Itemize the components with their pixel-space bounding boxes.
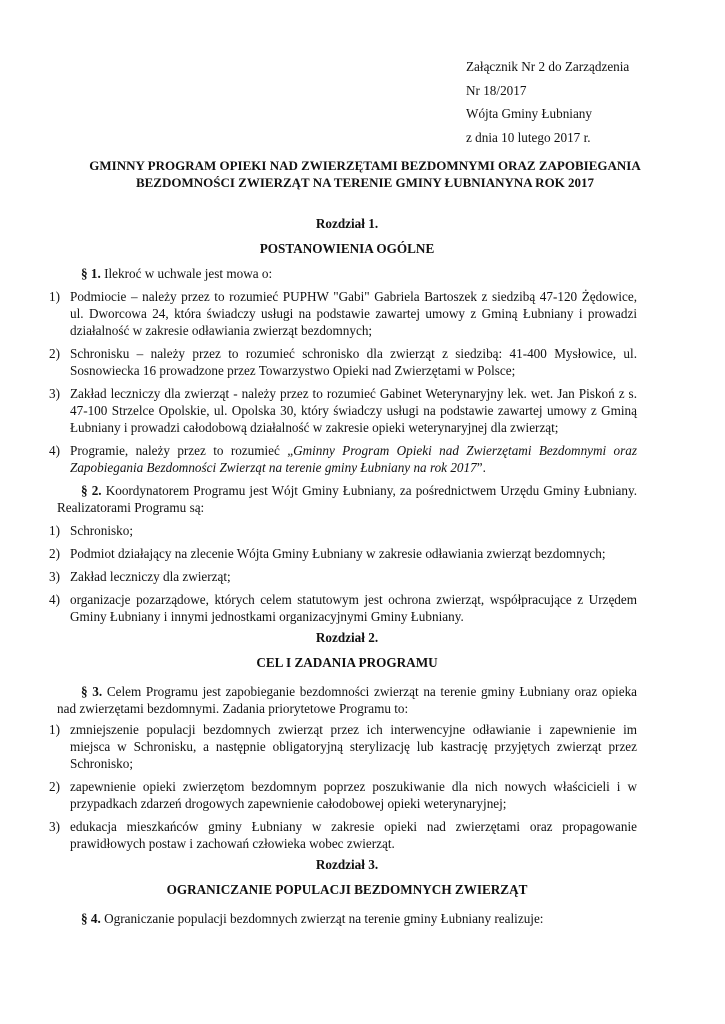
item-number: 3) — [49, 386, 60, 401]
chapter-1-heading: POSTANOWIENIA OGÓLNE — [259, 241, 435, 256]
definitions-list — [49, 288, 637, 476]
program-name-italic: Gminny Program Opieki nad Zwierzętami Bezdomnymi oraz Zapobiegania Bezdomności Zwierząt na terenie gminy Łubniany na rok 2017 — [70, 443, 637, 475]
annex-line-4: z dnia 10 lutego 2017 r. — [466, 129, 591, 145]
item-number: 2) — [49, 779, 60, 794]
item-text: Podmiot działający na zlecenie Wójta Gminy Łubniany w zakresie odławiania zwierząt bezdomnych; — [70, 546, 606, 561]
item-number: 3) — [49, 819, 60, 834]
section-4 — [57, 910, 637, 927]
annex-note — [466, 55, 706, 149]
item-text: Schronisku – należy przez to rozumieć schronisko dla zwierząt z siedzibą: 41-400 Mysłowice, ul. Sosnowiecka 16 prowadzone przez Towarzystwo Opieki nad Zwierzętami w Polsce; — [70, 346, 637, 378]
item-number: 1) — [49, 523, 60, 538]
tasks-list — [49, 721, 637, 852]
list-item — [49, 385, 637, 436]
section-2-text: Koordynatorem Programu jest Wójt Gminy Łubniany, za pośrednictwem Urzędu Gminy Łubniany. Realizatorami Programu są: — [57, 483, 638, 515]
chapter-1-label: Rozdział 1. — [315, 216, 379, 231]
item-number: 3) — [49, 569, 60, 584]
list-item — [49, 545, 637, 562]
implementers-list — [49, 522, 637, 625]
chapter-3-label: Rozdział 3. — [315, 857, 379, 872]
item-text: Zakład leczniczy dla zwierząt - należy przez to rozumieć Gabinet Weterynaryjny lek. wet. Jan Piskoń z s. 47-100 Strzelce Opolskie, ul. Opolska 30, który świadczy usługi na podstawie zawartej umowy z Gminą Łubniany i prowadzi całodobową działalność w zakresie opieki weterynaryjnej dla zwierząt; — [70, 386, 637, 435]
item-number: 2) — [49, 546, 60, 561]
section-2 — [57, 482, 637, 516]
item-text: zapewnienie opieki zwierzętom bezdomnym poprzez poszukiwanie dla nich nowych właścicieli i w przypadkach zdarzeń drogowych zapewnienie całodobowej opieki weterynaryjnej; — [70, 779, 637, 811]
item-text: Zakład leczniczy dla zwierząt; — [70, 569, 231, 584]
section-4-mark: § 4. — [81, 911, 101, 926]
item-text-end: ”. — [476, 460, 486, 475]
item-number: 1) — [49, 722, 60, 737]
section-2-mark: § 2. — [81, 483, 102, 498]
annex-line-1: Załącznik Nr 2 do Zarządzenia — [466, 59, 630, 74]
section-1-mark: § 1. — [81, 266, 101, 281]
annex-line-3: Wójta Gminy Łubniany — [466, 106, 592, 121]
item-text: Schronisko; — [70, 523, 134, 538]
item-text: edukacja mieszkańców gminy Łubniany w zakresie opieki nad zwierzętami oraz propagowanie prawidłowych postaw i zachowań człowieka wobec zwierząt. — [70, 819, 637, 851]
list-item — [49, 778, 637, 812]
item-text: Podmiocie – należy przez to rozumieć PUPHW "Gabi" Gabriela Bartoszek z siedzibą 47-120 Żędowice, ul. Dworcowa 24, która świadczy usługi na podstawie zawartej umowy z Gminą Łubniany i prowadzi działalność w zakresie odławiania zwierząt bezdomnych; — [70, 289, 637, 338]
list-item — [49, 818, 637, 852]
document-title — [40, 157, 690, 191]
document-body — [49, 215, 638, 927]
list-item — [49, 591, 637, 625]
chapter-3-heading: OGRANICZANIE POPULACJI BEZDOMNYCH ZWIERZĄT — [166, 882, 528, 897]
annex-line-2: Nr 18/2017 — [466, 82, 527, 98]
item-number: 2) — [49, 346, 60, 361]
item-number: 4) — [49, 592, 60, 607]
item-text: organizacje pozarządowe, których celem statutowym jest ochrona zwierząt, współpracujące z Urzędem Gminy Łubniany i innymi jednostkami organizacyjnymi Gminy Łubniany. — [70, 592, 637, 624]
section-3-mark: § 3. — [81, 684, 103, 699]
section-1-text: Ilekroć w uchwale jest mowa o: — [104, 266, 273, 281]
chapter-2-heading: CEL I ZADANIA PROGRAMU — [256, 655, 438, 670]
item-number: 1) — [49, 289, 60, 304]
section-1 — [57, 265, 637, 282]
item-text: Programie, należy przez to rozumieć „ — [70, 443, 294, 458]
chapter-2-label: Rozdział 2. — [315, 630, 379, 645]
list-item — [49, 568, 637, 585]
item-text: zmniejszenie populacji bezdomnych zwierząt przez ich interwencyjne odławianie i zapewnienie im miejsca w Schronisku, a następnie obligatoryjną sterylizację lub kastrację przyjętych zwierząt przez Schronisko; — [70, 722, 637, 771]
title-line-1: GMINNY PROGRAM OPIEKI NAD ZWIERZĘTAMI BEZDOMNYMI ORAZ ZAPOBIEGANIA — [89, 158, 641, 173]
list-item — [49, 721, 637, 772]
list-item — [49, 442, 637, 476]
item-number: 4) — [49, 443, 60, 458]
list-item — [49, 522, 637, 539]
title-line-2: BEZDOMNOŚCI ZWIERZĄT NA TERENIE GMINY ŁUBNIANYNA ROK 2017 — [135, 175, 595, 190]
section-3 — [57, 683, 637, 717]
list-item — [49, 288, 637, 339]
section-3-text: Celem Programu jest zapobieganie bezdomności zwierząt na terenie gminy Łubniany oraz opieka nad zwierzętami bezdomnymi. Zadania priorytetowe Programu to: — [57, 684, 638, 716]
section-4-text: Ograniczanie populacji bezdomnych zwierząt na terenie gminy Łubniany realizuje: — [104, 911, 544, 926]
list-item — [49, 345, 637, 379]
